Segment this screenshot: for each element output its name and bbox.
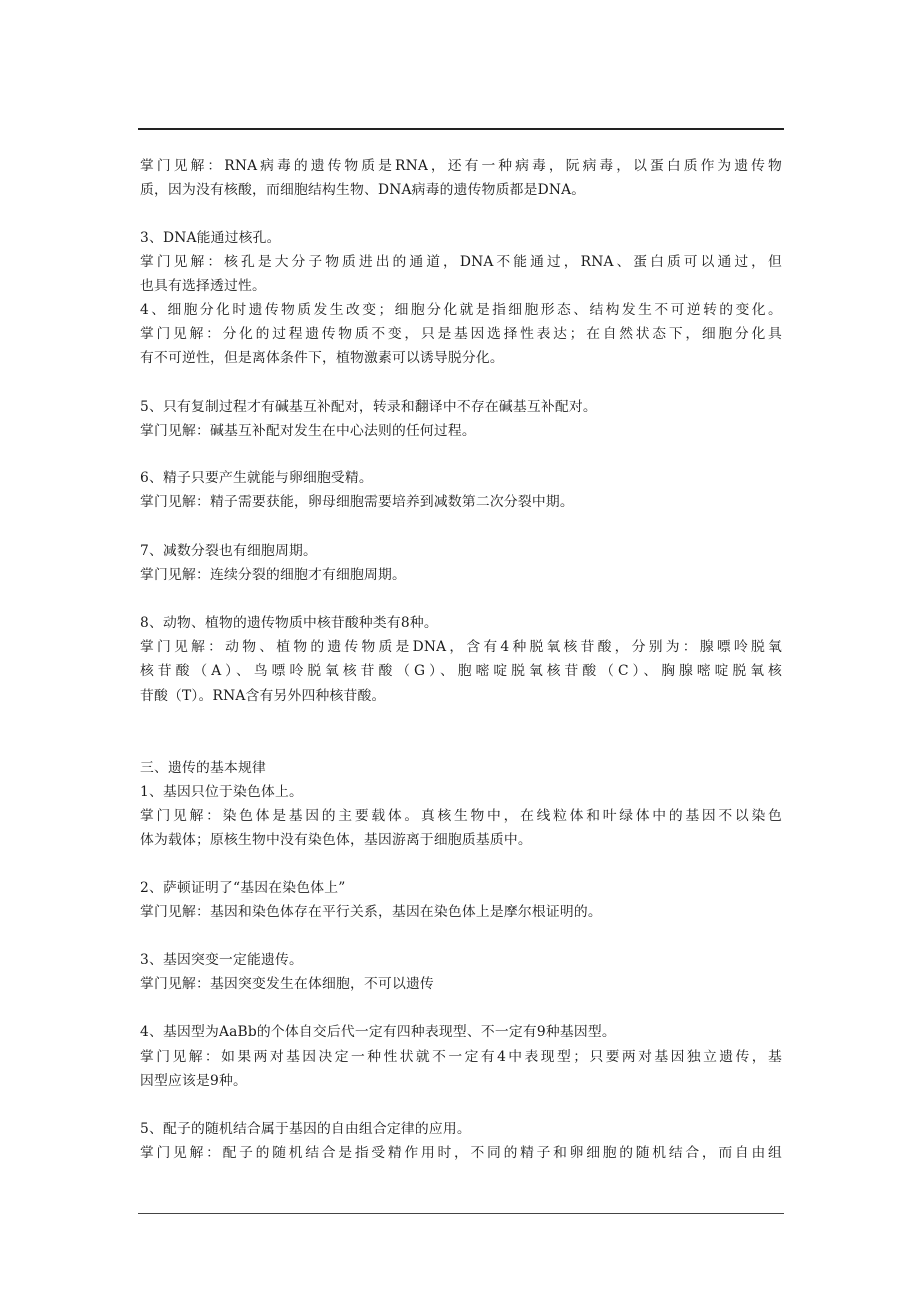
text-line: 有不可逆性，但是离体条件下，植物激素可以诱导脱分化。: [140, 350, 504, 366]
text-line: 掌门见解：配子的随机结合是指受精作用时，不同的精子和卵细胞的随机结合，而自由组: [140, 1145, 782, 1161]
text-line: 掌门见解：碱基互补配对发生在中心法则的任何过程。: [140, 423, 476, 439]
text-line: 5、配子的随机结合属于基因的自由组合定律的应用。: [140, 1121, 471, 1137]
text-line: 掌门见解：基因突变发生在体细胞，不可以遗传: [140, 976, 434, 992]
text-line: 4、基因型为AaBb的个体自交后代一定有四种表现型、不一定有9种基因型。: [140, 1024, 616, 1040]
text-line: 苷酸（T）。RNA含有另外四种核苷酸。: [140, 688, 386, 704]
text-line: 1、基因只位于染色体上。: [140, 784, 303, 800]
text-line: 掌门见解：精子需要获能，卵母细胞需要培养到减数第二次分裂中期。: [140, 494, 574, 510]
text-line: 掌门见解：动物、植物的遗传物质是DNA，含有4种脱氧核苷酸，分别为：腺嘌呤脱氧: [140, 639, 782, 655]
text-line: 体为载体；原核生物中没有染色体，基因游离于细胞质基质中。: [140, 832, 532, 848]
text-line: 质，因为没有核酸，而细胞结构生物、DNA病毒的遗传物质都是DNA。: [140, 182, 586, 198]
text-line: 6、精子只要产生就能与卵细胞受精。: [140, 470, 373, 486]
text-line: 也具有选择透过性。: [140, 278, 266, 294]
text-line: 掌门见解：基因和染色体存在平行关系，基因在染色体上是摩尔根证明的。: [140, 904, 602, 920]
header-rule: [138, 128, 784, 130]
text-line: 5、只有复制过程才有碱基互补配对，转录和翻译中不存在碱基互补配对。: [140, 399, 597, 415]
text-line: 因型应该是9种。: [140, 1073, 247, 1089]
text-line: 7、减数分裂也有细胞周期。: [140, 543, 317, 559]
section-heading: 三、遗传的基本规律: [140, 760, 266, 776]
text-line: 掌门见解：染色体是基因的主要载体。真核生物中，在线粒体和叶绿体中的基因不以染色: [140, 808, 782, 824]
text-line: 4、细胞分化时遗传物质发生改变；细胞分化就是指细胞形态、结构发生不可逆转的变化。: [140, 302, 782, 318]
text-line: 2、萨顿证明了“基因在染色体上”: [140, 880, 346, 896]
text-line: 掌门见解：核孔是大分子物质进出的通道，DNA不能通过，RNA、蛋白质可以通过，但: [140, 254, 782, 270]
text-line: 3、DNA能通过核孔。: [140, 230, 281, 246]
text-line: 掌门见解：连续分裂的细胞才有细胞周期。: [140, 567, 406, 583]
text-line: 3、基因突变一定能遗传。: [140, 952, 303, 968]
text-line: 掌门见解：如果两对基因决定一种性状就不一定有4中表现型；只要两对基因独立遗传，基: [140, 1049, 782, 1065]
footer-rule: [138, 1213, 784, 1214]
text-line: 核苷酸（A）、鸟嘌呤脱氧核苷酸（G）、胞嘧啶脱氧核苷酸（C）、胸腺嘧啶脱氧核: [140, 663, 782, 679]
text-line: 掌门见解：RNA病毒的遗传物质是RNA，还有一种病毒，阮病毒，以蛋白质作为遗传物: [140, 158, 782, 174]
text-line: 8、动物、植物的遗传物质中核苷酸种类有8种。: [140, 615, 438, 631]
text-line: 掌门见解：分化的过程遗传物质不变，只是基因选择性表达；在自然状态下，细胞分化具: [140, 326, 782, 342]
